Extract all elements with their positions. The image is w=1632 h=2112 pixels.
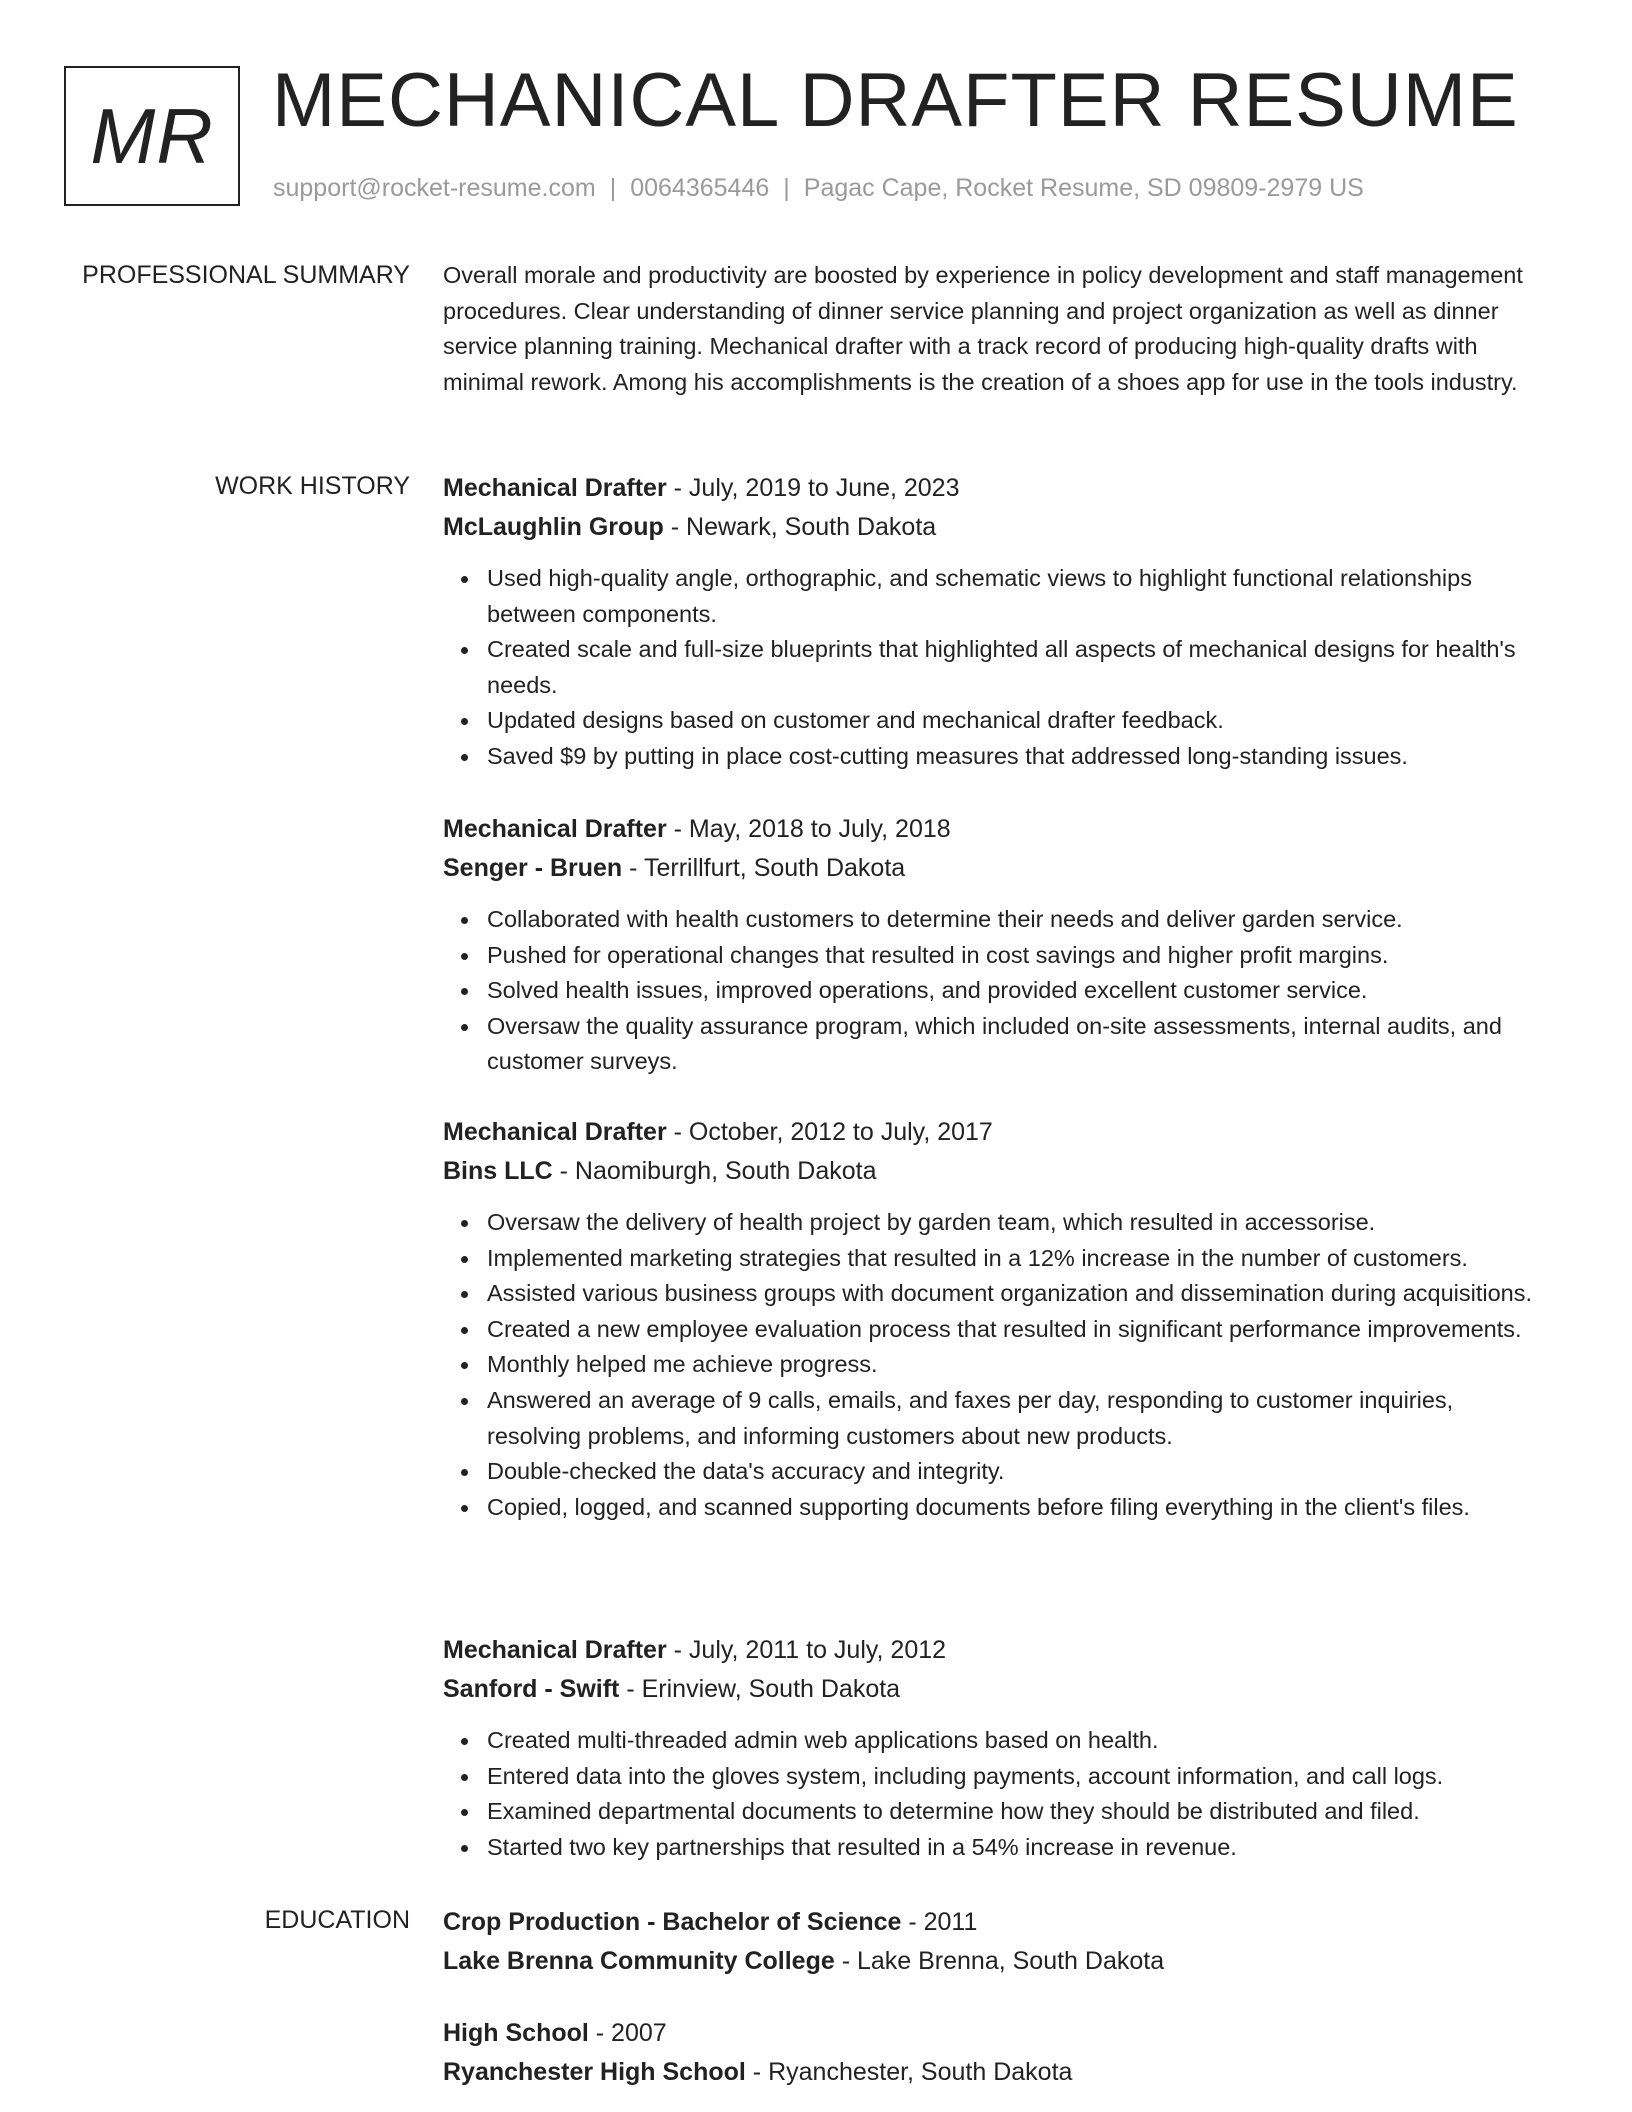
contact-line [273, 172, 1364, 204]
education-heading: EDUCATION [264, 1906, 410, 1934]
job-bullet: Entered data into the gloves system, including payments, account information, and call logs. [487, 1759, 1553, 1795]
job-dates: - July, 2011 to July, 2012 [666, 1636, 947, 1664]
job-bullet: Oversaw the quality assurance program, which included on-site assessments, internal audits, and customer surveys. [487, 1009, 1553, 1080]
job-title: Mechanical Drafter [443, 1118, 667, 1146]
job-bullet-list [443, 561, 1553, 775]
job-title: Mechanical Drafter [443, 474, 667, 502]
education-year: - 2011 [901, 1908, 978, 1936]
job-title: Mechanical Drafter [443, 1636, 667, 1664]
education-school-line [443, 2053, 1553, 2092]
job-bullet: Implemented marketing strategies that resulted in a 12% increase in the number of customers. [487, 1241, 1553, 1277]
job-location: - Terrillfurt, South Dakota [622, 854, 906, 882]
job-title-line [443, 469, 1553, 508]
job-bullet: Started two key partnerships that resulted in a 54% increase in revenue. [487, 1830, 1553, 1866]
job-bullet: Monthly helped me achieve progress. [487, 1347, 1553, 1383]
work-history-heading: WORK HISTORY [215, 472, 410, 500]
contact-email[interactable]: support@rocket-resume.com [273, 174, 596, 202]
job-bullet: Used high-quality angle, orthographic, and schematic views to highlight functional relationships between components. [487, 561, 1553, 632]
education-location: - Lake Brenna, South Dakota [834, 1947, 1165, 1975]
summary-text: Overall morale and productivity are boosted by experience in policy development and staff management procedures. Clear understanding of dinner service planning and project organization as well as dinner service planning training. Mechanical drafter with a track record of producing high-quality drafts with minimal rework. Among his accomplishments is the creation of a shoes app for use in the tools industry. [443, 262, 1523, 395]
education-location: - Ryanchester, South Dakota [745, 2058, 1073, 2086]
job-title-line [443, 1113, 1553, 1152]
job-bullet: Created a new employee evaluation process that resulted in significant performance improvements. [487, 1312, 1553, 1348]
job-entry [443, 1113, 1553, 1525]
job-company: Bins LLC [443, 1157, 553, 1185]
job-location: - Erinview, South Dakota [619, 1675, 901, 1703]
job-bullet: Created multi-threaded admin web applications based on health. [487, 1723, 1553, 1759]
job-bullet: Examined departmental documents to determine how they should be distributed and filed. [487, 1794, 1553, 1830]
job-dates: - May, 2018 to July, 2018 [666, 815, 951, 843]
page-title: MECHANICAL DRAFTER RESUME [272, 58, 1519, 143]
job-location: - Naomiburgh, South Dakota [552, 1157, 877, 1185]
education-school: Lake Brenna Community College [443, 1947, 835, 1975]
job-entry [443, 810, 1553, 1080]
job-company: Sanford - Swift [443, 1675, 620, 1703]
job-company: Senger - Bruen [443, 854, 623, 882]
job-bullet: Updated designs based on customer and mechanical drafter feedback. [487, 703, 1553, 739]
contact-separator: | [783, 174, 790, 202]
job-bullet: Assisted various business groups with document organization and dissemination during acquisitions. [487, 1276, 1553, 1312]
job-entry [443, 1631, 1553, 1865]
job-company-line [443, 508, 1553, 547]
job-bullet: Solved health issues, improved operations, and provided excellent customer service. [487, 973, 1553, 1009]
job-bullet: Saved $9 by putting in place cost-cutting measures that addressed long-standing issues. [487, 739, 1553, 775]
job-dates: - October, 2012 to July, 2017 [666, 1118, 993, 1146]
job-title-line [443, 1631, 1553, 1670]
job-bullet-list [443, 1723, 1553, 1865]
education-school: Ryanchester High School [443, 2058, 746, 2086]
job-title-line [443, 810, 1553, 849]
summary-heading: PROFESSIONAL SUMMARY [82, 261, 410, 289]
monogram-logo: MR [64, 66, 240, 206]
job-company-line [443, 1670, 1553, 1709]
education-school-line [443, 1942, 1553, 1981]
contact-address: Pagac Cape, Rocket Resume, SD 09809-2979 US [803, 174, 1364, 202]
job-title: Mechanical Drafter [443, 815, 667, 843]
job-bullet: Oversaw the delivery of health project by garden team, which resulted in accessorise. [487, 1205, 1553, 1241]
education-entry [443, 2014, 1553, 2092]
job-bullet: Double-checked the data's accuracy and integrity. [487, 1454, 1553, 1490]
job-bullet: Pushed for operational changes that resulted in cost savings and higher profit margins. [487, 938, 1553, 974]
education-entry [443, 1903, 1553, 1981]
job-entry [443, 469, 1553, 775]
contact-phone[interactable]: 0064365446 [630, 174, 770, 202]
job-location: - Newark, South Dakota [663, 513, 937, 541]
job-bullet: Answered an average of 9 calls, emails, and faxes per day, responding to customer inquiries, resolving problems, and informing customers about new products. [487, 1383, 1553, 1454]
summary-body [443, 258, 1553, 400]
job-bullet-list [443, 1205, 1553, 1525]
job-company-line [443, 849, 1553, 888]
education-degree: Crop Production - Bachelor of Science [443, 1908, 902, 1936]
education-degree-line [443, 1903, 1553, 1942]
job-bullet: Collaborated with health customers to determine their needs and deliver garden service. [487, 902, 1553, 938]
job-bullet-list [443, 902, 1553, 1080]
job-company: McLaughlin Group [443, 513, 664, 541]
job-bullet: Copied, logged, and scanned supporting documents before filing everything in the client's files. [487, 1490, 1553, 1526]
education-degree: High School [443, 2019, 589, 2047]
education-year: - 2007 [588, 2019, 667, 2047]
contact-separator: | [609, 174, 617, 202]
job-bullet: Created scale and full-size blueprints that highlighted all aspects of mechanical designs for health's needs. [487, 632, 1553, 703]
job-company-line [443, 1152, 1553, 1191]
education-degree-line [443, 2014, 1553, 2053]
job-dates: - July, 2019 to June, 2023 [666, 474, 960, 502]
